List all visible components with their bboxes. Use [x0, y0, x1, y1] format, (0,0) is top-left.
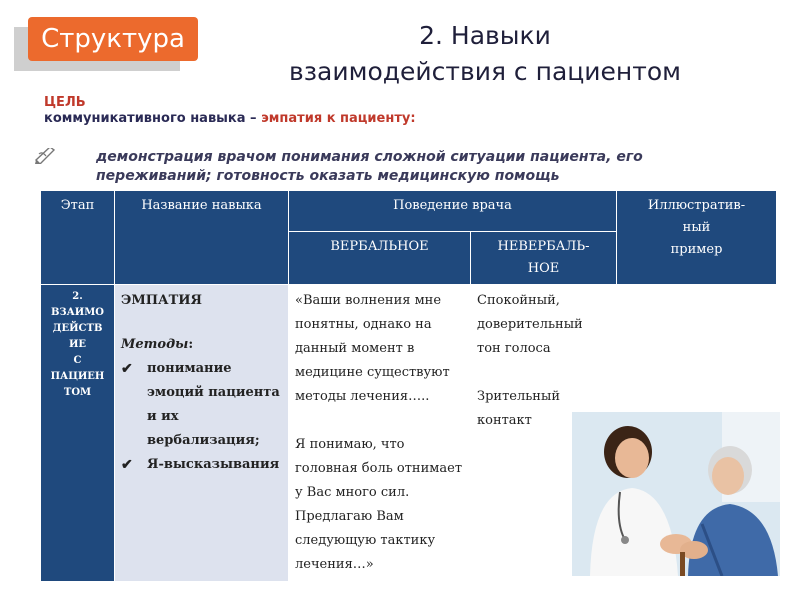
method-item — [121, 453, 282, 477]
header-example-line-2: ный — [682, 220, 711, 235]
pen-icon — [34, 148, 56, 164]
section-badge: Структура — [28, 17, 198, 61]
header-example-line-1: Иллюстратив- — [647, 198, 746, 213]
stage-line: ПАЦИЕН — [50, 371, 105, 382]
checkmark-icon: ✔ — [121, 457, 133, 473]
header-verbal: ВЕРБАЛЬНОЕ — [289, 232, 471, 285]
header-nonverbal — [471, 232, 617, 285]
header-example-line-3: пример — [670, 242, 723, 257]
stage-line: ИЕ — [68, 339, 87, 350]
goal-description — [44, 111, 416, 127]
stage-line: ДЕЙСТВ — [52, 323, 103, 334]
header-example — [617, 191, 777, 285]
goal-prefix: коммуникативного навыка – — [44, 111, 262, 126]
checkmark-icon: ✔ — [121, 361, 133, 377]
skill-cell — [115, 285, 289, 582]
header-stage: Этап — [41, 191, 115, 285]
methods-label: Методы: — [121, 337, 194, 352]
header-nonverbal-line-2: НОЕ — [527, 261, 560, 276]
stage-line: ВЗАИМО — [50, 307, 105, 318]
stage-line: С — [73, 355, 82, 366]
method-text: понимание эмоций пациента и их вербализация; — [147, 361, 280, 448]
stage-line: ТОМ — [63, 387, 92, 398]
stage-line: 2. — [72, 291, 83, 302]
verbal-example-2: Я понимаю, что головная боль отнимает у Вас много сил. Предлагаю Вам следующую тактику лечения…» — [295, 437, 463, 572]
verbal-cell — [289, 285, 471, 582]
verbal-example-1: «Ваши волнения мне понятны, однако на данный момент в медицине существуют методы лечения….. — [295, 293, 450, 404]
header-nonverbal-line-1: НЕВЕРБАЛЬ- — [497, 239, 590, 254]
skill-title: ЭМПАТИЯ — [121, 293, 203, 308]
header-behavior: Поведение врача — [289, 191, 617, 232]
nonverbal-example-1: Спокойный, доверительный тон голоса — [477, 293, 583, 356]
goal-accent: эмпатия к пациенту: — [261, 111, 416, 126]
stage-cell — [41, 285, 115, 582]
method-item — [121, 357, 282, 453]
title-line-2: взаимодействия с пациентом — [288, 57, 681, 86]
doctor-patient-photo — [572, 412, 780, 576]
page-title — [225, 18, 745, 90]
title-line-1: 2. Навыки — [419, 21, 551, 50]
goal-block — [44, 95, 416, 127]
nonverbal-example-2: Зрительный контакт — [477, 389, 560, 428]
demonstration-text: демонстрация врачом понимания сложной ситуации пациента, его переживаний; готовность оказать медицинскую помощь — [96, 149, 643, 184]
method-text: Я-высказывания — [147, 457, 280, 472]
goal-label: ЦЕЛЬ — [44, 95, 86, 110]
header-skill-name: Название навыка — [115, 191, 289, 285]
